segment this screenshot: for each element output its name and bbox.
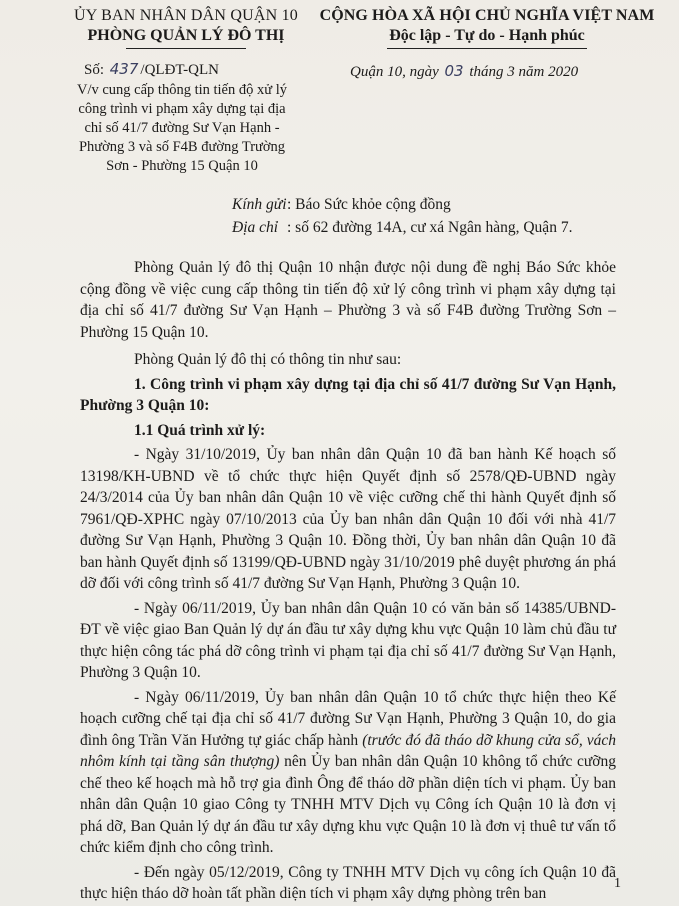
section-heading: 1. Công trình vi phạm xây dựng tại địa chỉ số 41/7 đường Sư Vạn Hạnh, Phường 3 Quận 10:	[80, 375, 616, 414]
handwritten-day: 03	[444, 62, 464, 80]
body-paragraph: - Ngày 06/11/2019, Ủy ban nhân dân Quận 10 có văn bản số 14385/UBND-ĐT về việc giao Ban Quản lý dự án đầu tư xây dựng khu vực Quận 10 làm chủ đầu tư thực hiện công tác phá dỡ công trình vi phạm tại địa chỉ số 41/7 đường Sư Vạn Hạnh, Phường 3 Quận 10.	[80, 599, 616, 681]
address-value: : số 62 đường 14A, cư xá Ngân hàng, Quận 7.	[287, 219, 573, 236]
body-paragraph: - Ngày 31/10/2019, Ủy ban nhân dân Quận 10 đã ban hành Kế hoạch số 13198/KH-UBND về tổ chức thực hiện Quyết định số 2578/QĐ-UBND ngày 24/3/2014 của Ủy ban nhân dân Quận 10 về việc cưỡng chế thi hành Quyết định số 7961/QĐ-XPHC ngày 07/10/2013 của Ủy ban nhân dân Quận 10 đối với nhà 41/7 đường Sư Vạn Hạnh, Phường 3 Quận 10. Đồng thời, Ủy ban nhân dân Quận 10 đã ban hành Quyết định số 13199/QĐ-UBND ngày 31/10/2019 phê duyệt phương án phá dỡ đối với công trình số 41/7 đường Sư Vạn Hạnh, Phường 3 Quận 10.	[80, 446, 616, 592]
document-body	[80, 257, 616, 905]
recipient-block	[232, 193, 572, 239]
date-before: Quận 10, ngày	[350, 64, 439, 80]
subject-line: V/v cung cấp thông tin tiến độ xử lý	[76, 82, 288, 98]
subject-line: công trình vi phạm xây dựng tại địa	[78, 101, 286, 117]
recipient-to	[232, 193, 572, 216]
agency-underline	[126, 48, 246, 49]
paragraph-text: nên Ủy ban nhân dân Quận 10 không tổ chức cưỡng chế theo kế hoạch mà hỗ trợ gia đình Ông để tháo dỡ phần diện tích vi phạm. Ủy ban nhân dân Quận 10 giao Công ty TNHH MTV Dịch vụ Công ích Quận 10 là đơn vị phá dỡ, Ban Quản lý dự án đầu tư xây dựng khu vực Quận 10 là đơn vị thuê tư vấn tổ chức kiểm định cho công trình.	[80, 753, 617, 856]
to-value: : Báo Sức khỏe cộng đồng	[287, 196, 451, 213]
subsection-heading: 1.1 Quá trình xử lý:	[134, 421, 266, 439]
document-number	[84, 60, 219, 79]
department-name: PHÒNG QUẢN LÝ ĐÔ THỊ	[87, 27, 285, 44]
handwritten-number: 437	[109, 60, 139, 78]
motto-underline	[387, 48, 587, 49]
number-prefix: Số:	[84, 62, 105, 78]
info-paragraph: Phòng Quản lý đô thị có thông tin như sau:	[134, 351, 402, 368]
address-label: Địa chỉ	[232, 219, 279, 236]
intro-paragraph: Phòng Quản lý đô thị Quận 10 nhận được nội dung đề nghị Báo Sức khỏe cộng đồng về việc cung cấp thông tin tiến độ xử lý công trình vi phạm xây dựng tại địa chỉ số 41/7 đường Sư Vạn Hạnh – Phường 3 và số F4B đường Trường Sơn – Phường 15 Quận 10.	[80, 259, 616, 341]
recipient-address	[232, 216, 572, 239]
paragraph-text: - Ngày 06/11/2019, Ủy ban nhân dân Quận 10 tổ chức thực hiện theo Kế hoạch cưỡng chế tại địa chỉ số 41/7 đường Sư Vạn Hạnh, Phường 3 Quận 10, do gia đình ông Trần Văn Hưởng tự giác chấp hành	[80, 688, 616, 749]
number-suffix: /QLĐT-QLN	[140, 62, 220, 78]
subject-line: chỉ số 41/7 đường Sư Vạn Hạnh -	[84, 120, 280, 136]
subject-line: Sơn - Phường 15 Quận 10	[106, 158, 258, 174]
agency-name: ỦY BAN NHÂN DÂN QUẬN 10	[74, 7, 298, 24]
page-number: 1	[614, 876, 621, 891]
issuing-agency-block	[66, 6, 306, 49]
to-label: Kính gửi	[232, 196, 287, 213]
national-header-block	[302, 6, 672, 49]
document-subject	[56, 81, 308, 176]
nation-name: CỘNG HÒA XÃ HỘI CHỦ NGHĨA VIỆT NAM	[319, 7, 655, 24]
italic-note: (trước đó đã tháo dỡ khung cửa sổ, vách nhôm kính tại tầng sân thượng)	[80, 731, 616, 770]
subject-line: Phường 3 và số F4B đường Trường	[78, 139, 286, 155]
body-paragraph	[80, 687, 616, 859]
body-paragraph: - Đến ngày 05/12/2019, Công ty TNHH MTV Dịch vụ công ích Quận 10 đã thực hiện tháo dỡ hoàn tất phần diện tích vi phạm xây dựng phòng trên ban	[80, 863, 616, 902]
place-and-date	[350, 62, 578, 81]
national-motto: Độc lập - Tự do - Hạnh phúc	[389, 27, 585, 44]
date-after: tháng 3 năm 2020	[469, 64, 579, 80]
